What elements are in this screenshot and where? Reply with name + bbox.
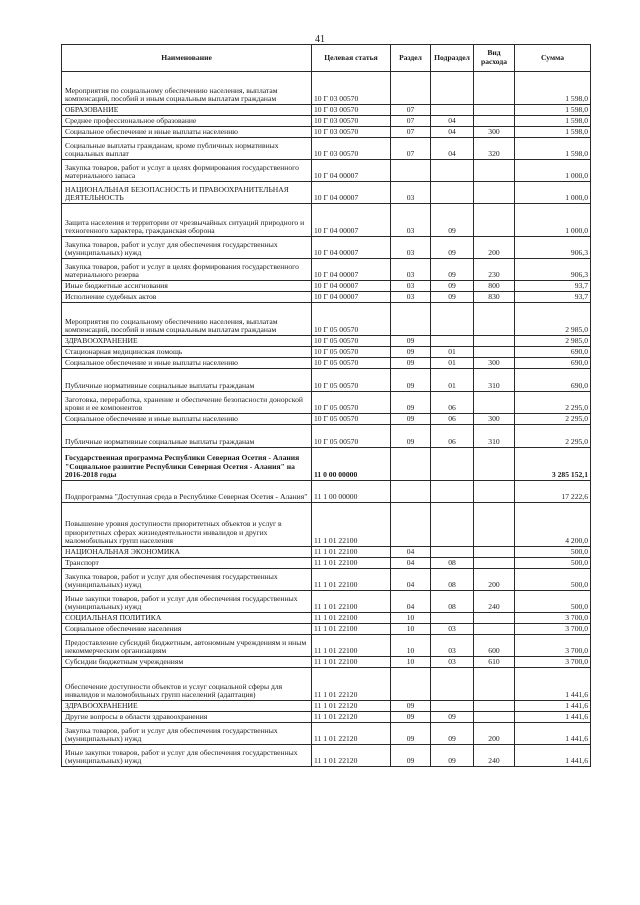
cell-kind bbox=[474, 547, 515, 558]
cell-subsection bbox=[431, 481, 474, 503]
cell-subsection: 09 bbox=[431, 292, 474, 303]
table-row bbox=[62, 701, 591, 712]
cell-target: 10 Г 04 00007 bbox=[312, 281, 391, 292]
cell-kind bbox=[474, 503, 515, 547]
cell-kind: 610 bbox=[474, 657, 515, 668]
cell-kind bbox=[474, 712, 515, 723]
cell-section: 07 bbox=[391, 116, 431, 127]
cell-section: 09 bbox=[391, 392, 431, 414]
cell-subsection: 04 bbox=[431, 127, 474, 138]
cell-target: 11 1 01 22100 bbox=[312, 558, 391, 569]
table-row bbox=[62, 105, 591, 116]
cell-target: 10 Г 05 00570 bbox=[312, 414, 391, 425]
cell-kind bbox=[474, 303, 515, 336]
cell-sum: 2 985,0 bbox=[515, 336, 591, 347]
cell-target: 11 1 01 22100 bbox=[312, 613, 391, 624]
cell-name: ЗДРАВООХРАНЕНИЕ bbox=[62, 336, 312, 347]
cell-kind: 240 bbox=[474, 591, 515, 613]
cell-name: Транспорт bbox=[62, 558, 312, 569]
cell-target: 11 1 00 00000 bbox=[312, 481, 391, 503]
cell-subsection: 03 bbox=[431, 635, 474, 657]
cell-target: 11 1 01 22120 bbox=[312, 701, 391, 712]
cell-subsection: 01 bbox=[431, 347, 474, 358]
cell-name: Иные закупки товаров, работ и услуг для обеспечения государственных (муниципальных) нужд bbox=[62, 745, 312, 767]
cell-target: 10 Г 03 00570 bbox=[312, 72, 391, 105]
cell-kind bbox=[474, 160, 515, 182]
cell-section: 03 bbox=[391, 259, 431, 281]
cell-kind bbox=[474, 182, 515, 204]
cell-name: ЗДРАВООХРАНЕНИЕ bbox=[62, 701, 312, 712]
cell-sum: 3 700,0 bbox=[515, 657, 591, 668]
cell-subsection: 09 bbox=[431, 204, 474, 237]
table-row bbox=[62, 503, 591, 547]
cell-kind: 310 bbox=[474, 425, 515, 448]
cell-subsection bbox=[431, 160, 474, 182]
table-row bbox=[62, 591, 591, 613]
cell-section: 03 bbox=[391, 281, 431, 292]
table-row bbox=[62, 72, 591, 105]
cell-target: 11 1 01 22100 bbox=[312, 624, 391, 635]
cell-sum: 690,0 bbox=[515, 369, 591, 392]
table-row bbox=[62, 204, 591, 237]
table-row bbox=[62, 116, 591, 127]
cell-subsection bbox=[431, 547, 474, 558]
cell-name: Социальное обеспечение населения bbox=[62, 624, 312, 635]
cell-subsection: 06 bbox=[431, 425, 474, 448]
table-row bbox=[62, 723, 591, 745]
cell-target: 10 Г 04 00007 bbox=[312, 204, 391, 237]
table-row bbox=[62, 745, 591, 767]
cell-section: 07 bbox=[391, 105, 431, 116]
table-header-row bbox=[62, 45, 591, 72]
cell-name: Социальное обеспечение и иные выплаты населению bbox=[62, 127, 312, 138]
header-subsection: Подраздел bbox=[431, 45, 474, 72]
cell-kind: 300 bbox=[474, 358, 515, 369]
cell-section: 09 bbox=[391, 347, 431, 358]
cell-name: Мероприятия по социальному обеспечению населения, выплатам компенсаций, пособий и иным социальным выплатам гражданам bbox=[62, 303, 312, 336]
cell-sum: 1 441,6 bbox=[515, 745, 591, 767]
cell-target: 10 Г 05 00570 bbox=[312, 336, 391, 347]
cell-section: 09 bbox=[391, 745, 431, 767]
cell-name: Публичные нормативные социальные выплаты гражданам bbox=[62, 425, 312, 448]
table-row bbox=[62, 635, 591, 657]
cell-name: Публичные нормативные социальные выплаты гражданам bbox=[62, 369, 312, 392]
cell-section bbox=[391, 72, 431, 105]
cell-target: 10 Г 05 00570 bbox=[312, 392, 391, 414]
cell-target: 10 Г 05 00570 bbox=[312, 347, 391, 358]
table-row bbox=[62, 182, 591, 204]
cell-kind: 300 bbox=[474, 127, 515, 138]
cell-kind: 240 bbox=[474, 745, 515, 767]
cell-sum: 3 700,0 bbox=[515, 613, 591, 624]
cell-kind bbox=[474, 347, 515, 358]
cell-sum: 1 598,0 bbox=[515, 138, 591, 160]
cell-target: 10 Г 05 00570 bbox=[312, 358, 391, 369]
cell-target: 11 1 01 22100 bbox=[312, 569, 391, 591]
cell-sum: 1 000,0 bbox=[515, 204, 591, 237]
cell-sum: 1 598,0 bbox=[515, 127, 591, 138]
table-row bbox=[62, 569, 591, 591]
cell-name: Закупка товаров, работ и услуг в целях формирования государственного материального запаса bbox=[62, 160, 312, 182]
cell-sum: 3 700,0 bbox=[515, 624, 591, 635]
cell-sum: 17 222,6 bbox=[515, 481, 591, 503]
cell-name: Иные бюджетные ассигнования bbox=[62, 281, 312, 292]
cell-target: 11 1 01 22100 bbox=[312, 503, 391, 547]
table-body bbox=[62, 72, 591, 767]
cell-kind bbox=[474, 481, 515, 503]
cell-kind bbox=[474, 613, 515, 624]
cell-subsection: 08 bbox=[431, 591, 474, 613]
cell-kind: 830 bbox=[474, 292, 515, 303]
cell-sum: 500,0 bbox=[515, 591, 591, 613]
cell-name: Заготовка, переработка, хранение и обеспечение безопасности донорской крови и ее компонентов bbox=[62, 392, 312, 414]
cell-section: 07 bbox=[391, 127, 431, 138]
cell-name: Закупка товаров, работ и услуг для обеспечения государственных (муниципальных) нужд bbox=[62, 237, 312, 259]
cell-section bbox=[391, 503, 431, 547]
cell-subsection: 01 bbox=[431, 369, 474, 392]
cell-section: 03 bbox=[391, 292, 431, 303]
table-row bbox=[62, 624, 591, 635]
cell-target: 10 Г 04 00007 bbox=[312, 237, 391, 259]
cell-target: 10 Г 03 00570 bbox=[312, 105, 391, 116]
cell-subsection: 09 bbox=[431, 259, 474, 281]
cell-kind bbox=[474, 624, 515, 635]
cell-kind bbox=[474, 558, 515, 569]
table-row bbox=[62, 138, 591, 160]
cell-name: Мероприятия по социальному обеспечению населения, выплатам компенсаций, пособий и иным социальным выплатам гражданам bbox=[62, 72, 312, 105]
cell-target: 10 Г 03 00570 bbox=[312, 116, 391, 127]
cell-subsection bbox=[431, 303, 474, 336]
cell-kind: 300 bbox=[474, 414, 515, 425]
cell-section: 10 bbox=[391, 635, 431, 657]
cell-target: 10 Г 04 00007 bbox=[312, 259, 391, 281]
cell-target: 11 1 01 22120 bbox=[312, 668, 391, 701]
cell-sum: 690,0 bbox=[515, 358, 591, 369]
header-kind: Вид расхода bbox=[474, 45, 515, 72]
table-row bbox=[62, 259, 591, 281]
cell-target: 10 Г 03 00570 bbox=[312, 127, 391, 138]
cell-target: 11 1 01 22120 bbox=[312, 723, 391, 745]
cell-sum: 500,0 bbox=[515, 569, 591, 591]
cell-subsection bbox=[431, 105, 474, 116]
cell-subsection: 01 bbox=[431, 358, 474, 369]
table-row bbox=[62, 547, 591, 558]
cell-subsection: 06 bbox=[431, 392, 474, 414]
cell-kind bbox=[474, 116, 515, 127]
cell-target: 10 Г 04 00007 bbox=[312, 160, 391, 182]
cell-section: 03 bbox=[391, 237, 431, 259]
cell-subsection: 09 bbox=[431, 237, 474, 259]
cell-kind bbox=[474, 668, 515, 701]
cell-sum: 93,7 bbox=[515, 292, 591, 303]
cell-subsection: 03 bbox=[431, 624, 474, 635]
cell-target: 11 1 01 22120 bbox=[312, 745, 391, 767]
cell-name: Предоставление субсидий бюджетным, автономным учреждениям и иным некоммерческим организациям bbox=[62, 635, 312, 657]
cell-sum: 2 295,0 bbox=[515, 392, 591, 414]
cell-sum: 906,3 bbox=[515, 259, 591, 281]
cell-subsection: 09 bbox=[431, 745, 474, 767]
cell-kind: 200 bbox=[474, 237, 515, 259]
table-row bbox=[62, 358, 591, 369]
cell-subsection: 08 bbox=[431, 558, 474, 569]
cell-subsection bbox=[431, 448, 474, 481]
cell-kind: 230 bbox=[474, 259, 515, 281]
cell-name: Защита населения и территории от чрезвычайных ситуаций природного и техногенного характера, гражданская оборона bbox=[62, 204, 312, 237]
table-row bbox=[62, 425, 591, 448]
cell-kind: 800 bbox=[474, 281, 515, 292]
cell-kind: 200 bbox=[474, 569, 515, 591]
cell-name: Государственная программа Республики Северная Осетия - Алания "Социальное развитие Республики Северная Осетия - Алания" на 2016-2018 годы bbox=[62, 448, 312, 481]
cell-section: 09 bbox=[391, 358, 431, 369]
cell-section: 10 bbox=[391, 657, 431, 668]
cell-sum: 906,3 bbox=[515, 237, 591, 259]
cell-subsection bbox=[431, 72, 474, 105]
cell-section: 09 bbox=[391, 369, 431, 392]
cell-target: 10 Г 05 00570 bbox=[312, 303, 391, 336]
cell-subsection: 09 bbox=[431, 281, 474, 292]
table-row bbox=[62, 481, 591, 503]
cell-sum: 1 000,0 bbox=[515, 182, 591, 204]
table-row bbox=[62, 613, 591, 624]
cell-subsection: 03 bbox=[431, 657, 474, 668]
cell-name: Стационарная медицинская помощь bbox=[62, 347, 312, 358]
table-row bbox=[62, 657, 591, 668]
cell-section: 04 bbox=[391, 591, 431, 613]
table-row bbox=[62, 369, 591, 392]
cell-name: Исполнение судебных актов bbox=[62, 292, 312, 303]
cell-name: Социальное обеспечение и иные выплаты населению bbox=[62, 414, 312, 425]
cell-section: 09 bbox=[391, 425, 431, 448]
cell-section bbox=[391, 448, 431, 481]
cell-sum: 2 295,0 bbox=[515, 414, 591, 425]
cell-name: Иные закупки товаров, работ и услуг для обеспечения государственных (муниципальных) нужд bbox=[62, 591, 312, 613]
cell-target: 10 Г 04 00007 bbox=[312, 292, 391, 303]
cell-subsection bbox=[431, 503, 474, 547]
cell-sum: 1 441,6 bbox=[515, 668, 591, 701]
cell-section: 09 bbox=[391, 723, 431, 745]
cell-kind bbox=[474, 204, 515, 237]
cell-sum: 3 285 152,1 bbox=[515, 448, 591, 481]
cell-sum: 3 700,0 bbox=[515, 635, 591, 657]
cell-kind bbox=[474, 72, 515, 105]
cell-name: Подпрограмма "Доступная среда в Республике Северная Осетия - Алания" bbox=[62, 481, 312, 503]
cell-section: 04 bbox=[391, 558, 431, 569]
cell-kind bbox=[474, 336, 515, 347]
cell-target: 10 Г 03 00570 bbox=[312, 138, 391, 160]
cell-kind bbox=[474, 448, 515, 481]
cell-name: НАЦИОНАЛЬНАЯ БЕЗОПАСНОСТЬ И ПРАВООХРАНИТЕЛЬНАЯ ДЕЯТЕЛЬНОСТЬ bbox=[62, 182, 312, 204]
cell-sum: 2 985,0 bbox=[515, 303, 591, 336]
cell-name: Среднее профессиональное образование bbox=[62, 116, 312, 127]
table-row bbox=[62, 668, 591, 701]
cell-section: 03 bbox=[391, 182, 431, 204]
cell-name: Субсидии бюджетным учреждениям bbox=[62, 657, 312, 668]
table-row bbox=[62, 414, 591, 425]
cell-section: 09 bbox=[391, 414, 431, 425]
table-row bbox=[62, 448, 591, 481]
cell-subsection bbox=[431, 336, 474, 347]
header-sum: Сумма bbox=[515, 45, 591, 72]
cell-section: 09 bbox=[391, 336, 431, 347]
cell-sum: 1 598,0 bbox=[515, 105, 591, 116]
cell-section bbox=[391, 303, 431, 336]
table-row bbox=[62, 303, 591, 336]
cell-target: 11 1 01 22120 bbox=[312, 712, 391, 723]
cell-section: 10 bbox=[391, 624, 431, 635]
cell-sum: 1 598,0 bbox=[515, 116, 591, 127]
cell-sum: 1 441,6 bbox=[515, 723, 591, 745]
cell-kind: 320 bbox=[474, 138, 515, 160]
cell-section: 10 bbox=[391, 613, 431, 624]
header-name: Наименование bbox=[62, 45, 312, 72]
cell-name: Повышение уровня доступности приоритетных объектов и услуг в приоритетных сферах жизнедеятельности инвалидов и других маломобильных групп населения bbox=[62, 503, 312, 547]
table-row bbox=[62, 558, 591, 569]
cell-section bbox=[391, 481, 431, 503]
cell-name: Обеспечение доступности объектов и услуг социальной сферы для инвалидов и маломобильных групп населений (адаптация) bbox=[62, 668, 312, 701]
cell-section bbox=[391, 668, 431, 701]
cell-subsection: 09 bbox=[431, 723, 474, 745]
cell-target: 11 1 01 22100 bbox=[312, 591, 391, 613]
cell-section: 09 bbox=[391, 701, 431, 712]
page-number: 41 bbox=[315, 34, 325, 45]
cell-sum: 1 441,6 bbox=[515, 712, 591, 723]
cell-target: 11 1 01 22100 bbox=[312, 635, 391, 657]
cell-subsection bbox=[431, 701, 474, 712]
cell-kind bbox=[474, 392, 515, 414]
header-target: Целевая статья bbox=[312, 45, 391, 72]
table-row bbox=[62, 392, 591, 414]
cell-kind: 200 bbox=[474, 723, 515, 745]
cell-target: 11 1 01 22100 bbox=[312, 657, 391, 668]
cell-name: Социальное обеспечение и иные выплаты населению bbox=[62, 358, 312, 369]
table-row bbox=[62, 347, 591, 358]
cell-subsection bbox=[431, 668, 474, 701]
cell-sum: 4 200,0 bbox=[515, 503, 591, 547]
cell-section bbox=[391, 160, 431, 182]
table-row bbox=[62, 160, 591, 182]
cell-subsection bbox=[431, 182, 474, 204]
cell-section: 09 bbox=[391, 712, 431, 723]
cell-name: Закупка товаров, работ и услуг для обеспечения государственных (муниципальных) нужд bbox=[62, 723, 312, 745]
cell-name: ОБРАЗОВАНИЕ bbox=[62, 105, 312, 116]
cell-target: 10 Г 04 00007 bbox=[312, 182, 391, 204]
cell-name: Другие вопросы в области здравоохранения bbox=[62, 712, 312, 723]
cell-subsection: 06 bbox=[431, 414, 474, 425]
cell-subsection: 09 bbox=[431, 712, 474, 723]
cell-section: 04 bbox=[391, 569, 431, 591]
cell-kind bbox=[474, 701, 515, 712]
header-section: Раздел bbox=[391, 45, 431, 72]
cell-section: 07 bbox=[391, 138, 431, 160]
cell-sum: 500,0 bbox=[515, 558, 591, 569]
table-row bbox=[62, 292, 591, 303]
cell-sum: 1 598,0 bbox=[515, 72, 591, 105]
table-row bbox=[62, 127, 591, 138]
budget-table bbox=[61, 44, 591, 767]
cell-name: Закупка товаров, работ и услуг в целях формирования государственного материального резерва bbox=[62, 259, 312, 281]
cell-name: Закупка товаров, работ и услуг для обеспечения государственных (муниципальных) нужд bbox=[62, 569, 312, 591]
table-row bbox=[62, 237, 591, 259]
cell-kind bbox=[474, 105, 515, 116]
cell-sum: 1 000,0 bbox=[515, 160, 591, 182]
cell-name: НАЦИОНАЛЬНАЯ ЭКОНОМИКА bbox=[62, 547, 312, 558]
cell-target: 11 1 01 22100 bbox=[312, 547, 391, 558]
cell-name: Социальные выплаты гражданам, кроме публичных нормативных социальных выплат bbox=[62, 138, 312, 160]
cell-subsection bbox=[431, 613, 474, 624]
cell-target: 10 Г 05 00570 bbox=[312, 369, 391, 392]
cell-kind: 310 bbox=[474, 369, 515, 392]
cell-name: СОЦИАЛЬНАЯ ПОЛИТИКА bbox=[62, 613, 312, 624]
cell-target: 11 0 00 00000 bbox=[312, 448, 391, 481]
table-row bbox=[62, 336, 591, 347]
cell-sum: 93,7 bbox=[515, 281, 591, 292]
cell-target: 10 Г 05 00570 bbox=[312, 425, 391, 448]
cell-sum: 690,0 bbox=[515, 347, 591, 358]
cell-sum: 2 295,0 bbox=[515, 425, 591, 448]
cell-section: 04 bbox=[391, 547, 431, 558]
cell-subsection: 04 bbox=[431, 116, 474, 127]
table-row bbox=[62, 712, 591, 723]
cell-section: 03 bbox=[391, 204, 431, 237]
cell-sum: 1 441,6 bbox=[515, 701, 591, 712]
cell-subsection: 04 bbox=[431, 138, 474, 160]
cell-kind: 600 bbox=[474, 635, 515, 657]
table-row bbox=[62, 281, 591, 292]
cell-sum: 500,0 bbox=[515, 547, 591, 558]
cell-subsection: 08 bbox=[431, 569, 474, 591]
